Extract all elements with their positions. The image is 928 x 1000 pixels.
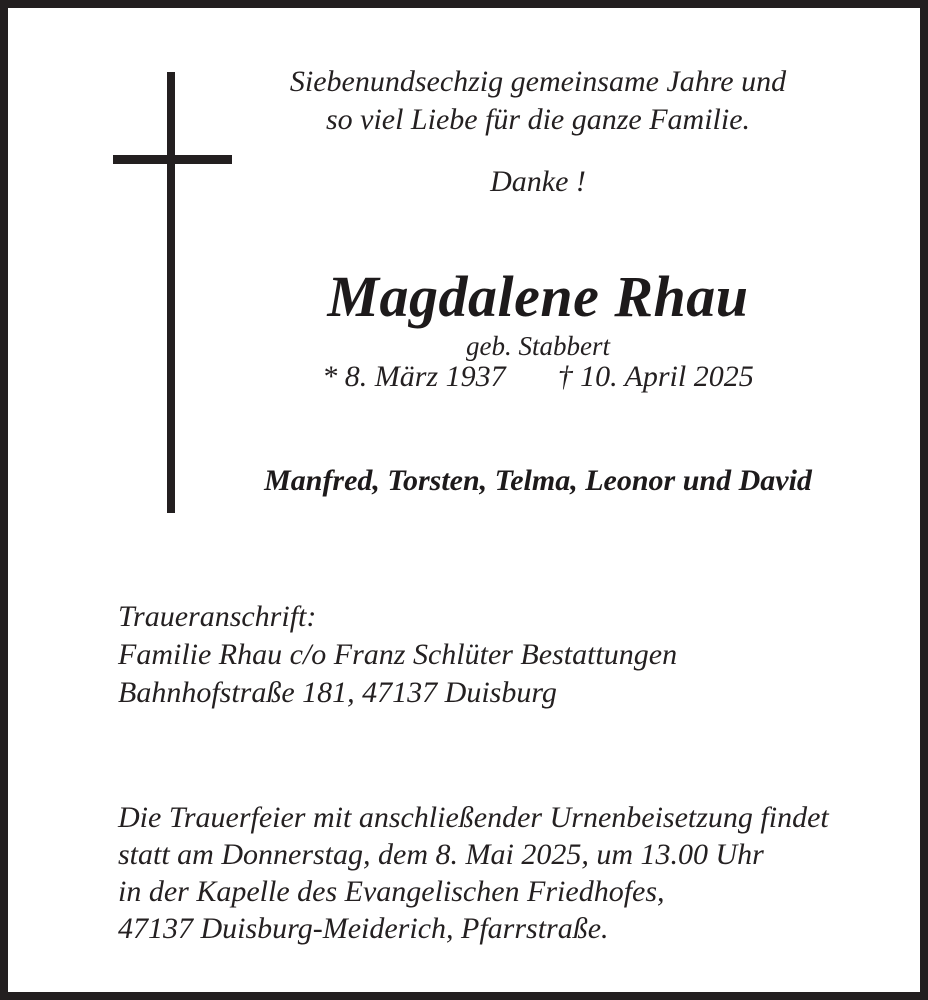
family-members-line: Manfred, Torsten, Telma, Leonor und David xyxy=(264,464,812,497)
intro-line-2: so viel Liebe für die ganze Familie. xyxy=(325,103,751,136)
funeral-info-line-2: statt am Donnerstag, dem 8. Mai 2025, um 13.00 Uhr xyxy=(118,838,764,871)
mourning-address-label: Traueranschrift: xyxy=(118,600,317,633)
death-date: † 10. April 2025 xyxy=(557,360,754,393)
mourning-address-block xyxy=(118,598,838,712)
life-dates xyxy=(158,359,918,395)
deceased-name: Magdalene Rhau xyxy=(327,264,749,329)
intro-line-1: Siebenundsechzig gemeinsame Jahre und xyxy=(289,65,787,98)
thanks-line: Danke ! xyxy=(490,165,586,198)
maiden-name: geb. Stabbert xyxy=(466,331,610,361)
mourning-address-line-1: Familie Rhau c/o Franz Schlüter Bestattungen xyxy=(118,638,678,671)
mourning-address-line-2: Bahnhofstraße 181, 47137 Duisburg xyxy=(118,676,557,709)
funeral-info-line-1: Die Trauerfeier mit anschließender Urnenbeisetzung findet xyxy=(118,801,829,834)
funeral-info-line-3: in der Kapelle des Evangelischen Friedhofes, xyxy=(118,875,665,908)
birth-date: * 8. März 1937 xyxy=(322,360,506,393)
intro-message xyxy=(158,63,918,139)
funeral-info-line-4: 47137 Duisburg-Meiderich, Pfarrstraße. xyxy=(118,912,609,945)
funeral-info-block xyxy=(118,799,838,947)
